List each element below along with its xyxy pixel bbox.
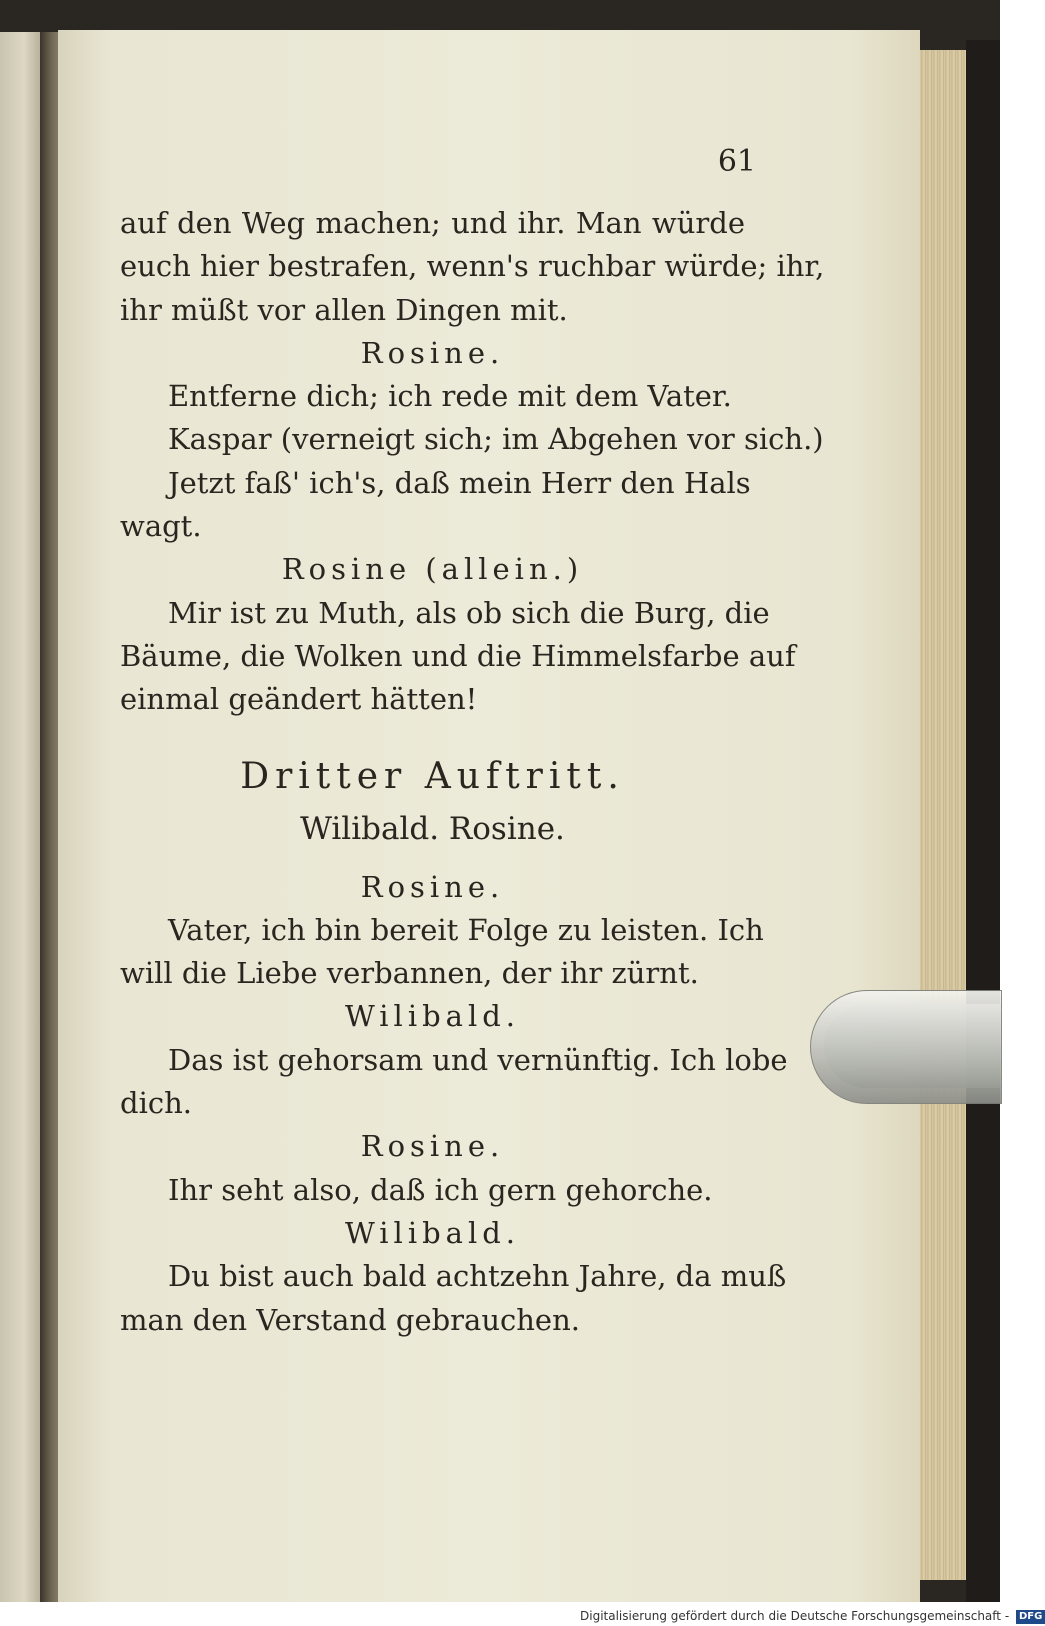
text-line: euch hier bestrafen, wenn's ruchbar würde; ihr, — [120, 249, 825, 284]
spacer — [120, 852, 745, 866]
page-clamp-highlight — [824, 1004, 1000, 1088]
text-line: Bäume, die Wolken und die Himmelsfarbe auf — [120, 638, 796, 673]
speaker-name: Wilibald. — [344, 999, 521, 1034]
speaker-name: Rosine (allein.) — [281, 552, 584, 587]
text-line: Ihr seht also, daß ich gern gehorche. — [168, 1172, 713, 1207]
credit-text: Digitalisierung gefördert durch die Deutsche Forschungsgemeinschaft - — [580, 1609, 1010, 1623]
speaker-name: Rosine. — [360, 869, 505, 904]
text-line: Vater, ich bin bereit Folge zu leisten. Ich — [168, 912, 764, 947]
text-line: man den Verstand gebrauchen. — [120, 1302, 580, 1337]
text-line: wagt. — [120, 509, 202, 544]
page-text — [120, 202, 825, 1342]
text-line: will die Liebe verbannen, der ihr zürnt. — [120, 956, 699, 991]
previous-page-edge — [0, 32, 40, 1602]
stage-direction: Kaspar (verneigt sich; im Abgehen vor sich.) — [168, 422, 824, 457]
page-edges — [920, 50, 966, 1580]
text-line: Das ist gehorsam und vernünftig. Ich lobe — [168, 1042, 788, 1077]
speaker-name: Wilibald. — [344, 1215, 521, 1250]
scene-cast: Wilibald. Rosine. — [300, 810, 565, 847]
scan-border — [966, 40, 1000, 1602]
text-line: einmal geändert hätten! — [120, 682, 478, 717]
text-line: Entferne dich; ich rede mit dem Vater. — [168, 379, 732, 414]
text-line: Jetzt faß' ich's, daß mein Herr den Hals — [168, 465, 751, 500]
speaker-name: Rosine. — [360, 335, 505, 370]
text-line: Du bist auch bald achtzehn Jahre, da muß — [168, 1259, 787, 1294]
text-line: dich. — [120, 1086, 192, 1121]
dfg-logo: DFG — [1016, 1610, 1045, 1624]
text-line: ihr müßt vor allen Dingen mit. — [120, 292, 568, 327]
digitization-credit — [580, 1606, 1043, 1626]
page-number: 61 — [717, 144, 756, 179]
text-line: Mir ist zu Muth, als ob sich die Burg, die — [168, 595, 770, 630]
text-line: auf den Weg machen; und ihr. Man würde — [120, 206, 745, 240]
speaker-name: Rosine. — [360, 1129, 505, 1164]
scene-heading: Dritter Auftritt. — [240, 755, 625, 797]
